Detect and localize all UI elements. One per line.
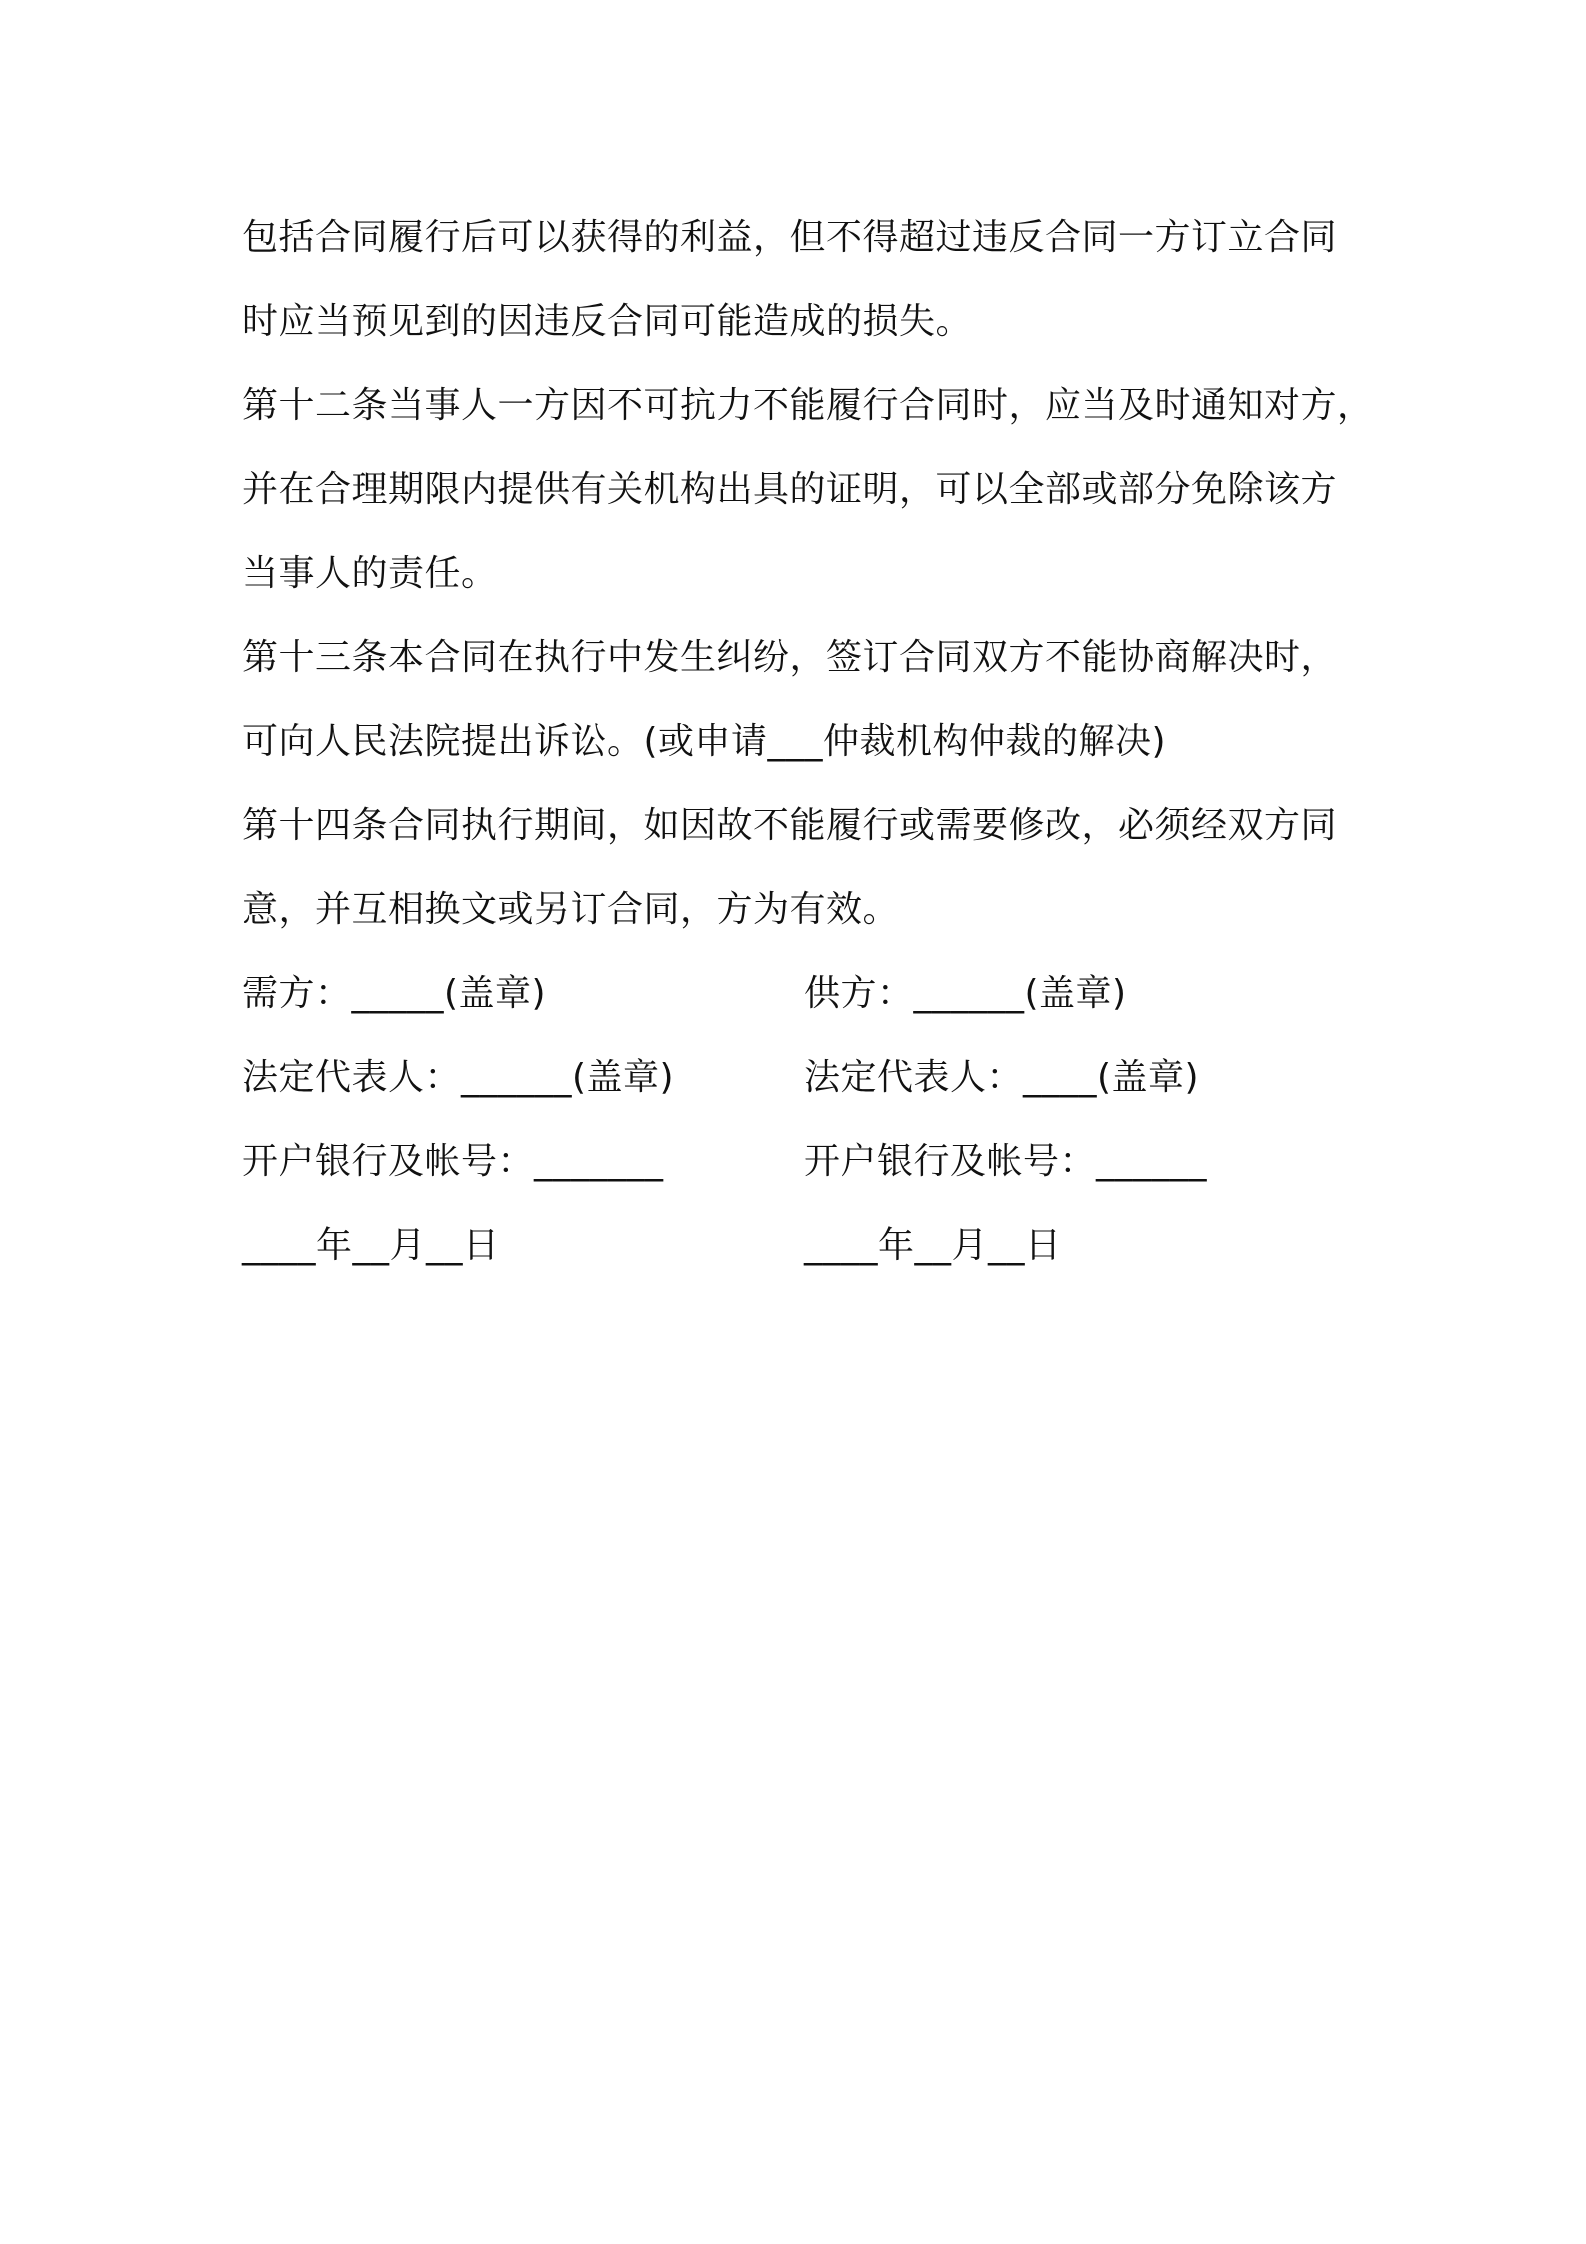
signature-row-representative [242,1036,1382,1120]
buyer-representative: 法定代表人：______(盖章) [242,1057,675,1098]
article-13-line: 第十三条本合同在执行中发生纠纷，签订合同双方不能协商解决时， [242,637,1338,678]
seller-date: ____年__月__日 [804,1225,1062,1266]
seller-representative: 法定代表人：____(盖章) [804,1057,1200,1098]
signature-row-bank [242,1120,1382,1204]
article-14-line: 第十四条合同执行期间，如因故不能履行或需要修改，必须经双方同 [242,805,1338,846]
seller-bank-account: 开户银行及帐号：______ [804,1141,1208,1182]
contract-body [242,196,1382,1288]
article-14-line: 意，并互相换文或另订合同，方为有效。 [242,889,900,930]
signature-row-date [242,1204,1382,1288]
paragraph-line: 时应当预见到的因违反合同可能造成的损失。 [242,301,973,342]
article-13-line: 可向人民法院提出诉讼。(或申请___仲裁机构仲裁的解决) [242,721,1167,762]
paragraph-line: 包括合同履行后可以获得的利益，但不得超过违反合同一方订立合同 [242,217,1338,258]
buyer-party: 需方：_____(盖章) [242,973,547,1014]
article-12-line: 当事人的责任。 [242,553,498,594]
buyer-bank-account: 开户银行及帐号：_______ [242,1141,664,1182]
buyer-date: ____年__月__日 [242,1225,500,1266]
article-12-line: 并在合理期限内提供有关机构出具的证明，可以全部或部分免除该方 [242,469,1338,510]
seller-party: 供方：______(盖章) [804,973,1127,1014]
article-12-line: 第十二条当事人一方因不可抗力不能履行合同时，应当及时通知对方， [242,385,1374,426]
signature-row-party [242,952,1382,1036]
